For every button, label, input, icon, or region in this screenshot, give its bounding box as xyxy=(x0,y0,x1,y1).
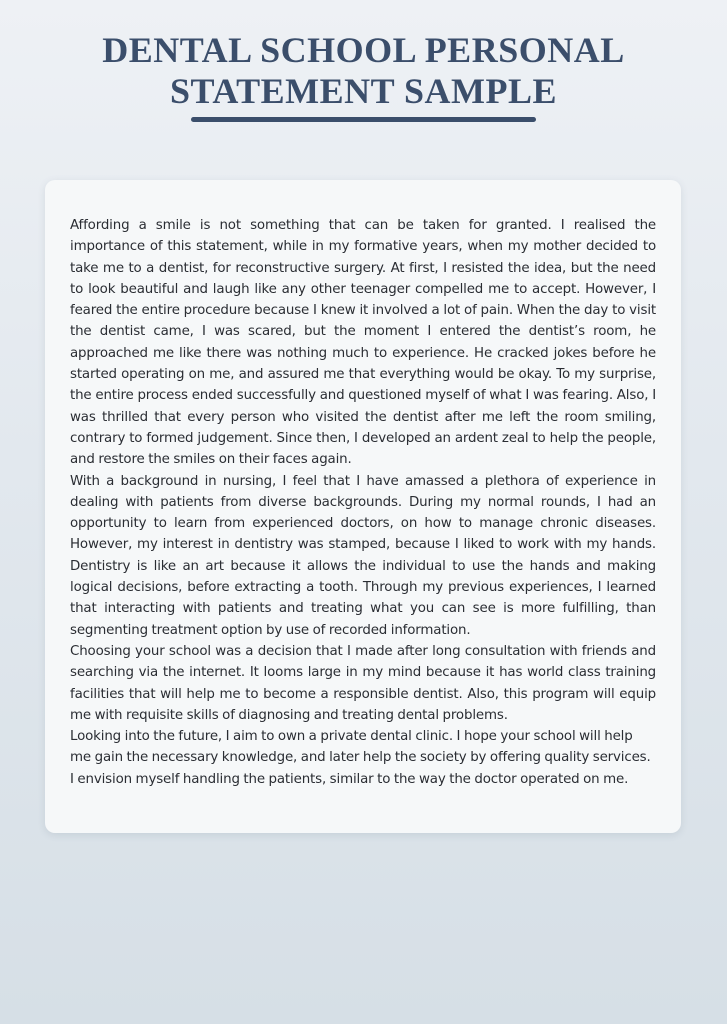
paragraph-background: With a background in nursing, I feel that I have amassed a plethora of experience in dealing with patients from diverse backgrounds. During my normal rounds, I had an opportunity to learn from experienced doctors, on how to manage chronic diseases. However, my interest in dentistry was stamped, because I liked to work with my hands. Dentistry is like an art because it allows the individual to use the hands and making logical decisions, before extracting a tooth. Through my previous experiences, I learned that interacting with patients and treating what you can see is more fulfilling, than segmenting treatment option by use of recorded information. xyxy=(70,473,656,638)
paragraph-introduction: Affording a smile is not something that can be taken for granted. I realised the importance of this statement, while in my formative years, when my mother decided to take me to a dentist, for reconstructive surgery. At first, I resisted the idea, but the need to look beautiful and laugh like any other teenager compelled me to accept. However, I feared the entire procedure because I knew it involved a lot of pain. When the day to visit the dentist came, I was scared, but the moment I entered the dentist’s room, he approached me like there was nothing much to experience. He cracked jokes before he started operating on me, and assured me that everything would be okay. To my surprise, the entire process ended successfully and questioned myself of what I was fearing. Also, I was thrilled that every person who visited the dentist after me left the room smiling, contrary to formed judgement. Since then, I developed an ardent zeal to help the people, and restore the smiles on their faces again. xyxy=(70,218,656,468)
page-title-line-2: STATEMENT SAMPLE xyxy=(169,71,558,111)
title-underline xyxy=(191,117,536,122)
page-title xyxy=(0,30,727,112)
paragraph-school-choice: Choosing your school was a decision that I made after long consultation with friends and searching via the internet. It looms large in my mind because it has world class training facilities that will help me to become a responsible dentist. Also, this program will equip me with requisite skills of diagnosing and treating dental problems. xyxy=(70,643,656,723)
paragraph-future-goals: Looking into the future, I aim to own a private dental clinic. I hope your school will help me gain the necessary knowledge, and later help the society by offering quality services. I envision myself handling the patients, similar to the way the doctor operated on me. xyxy=(70,729,651,787)
statement-card xyxy=(45,180,681,833)
page-title-line-1: DENTAL SCHOOL PERSONAL xyxy=(102,30,625,70)
